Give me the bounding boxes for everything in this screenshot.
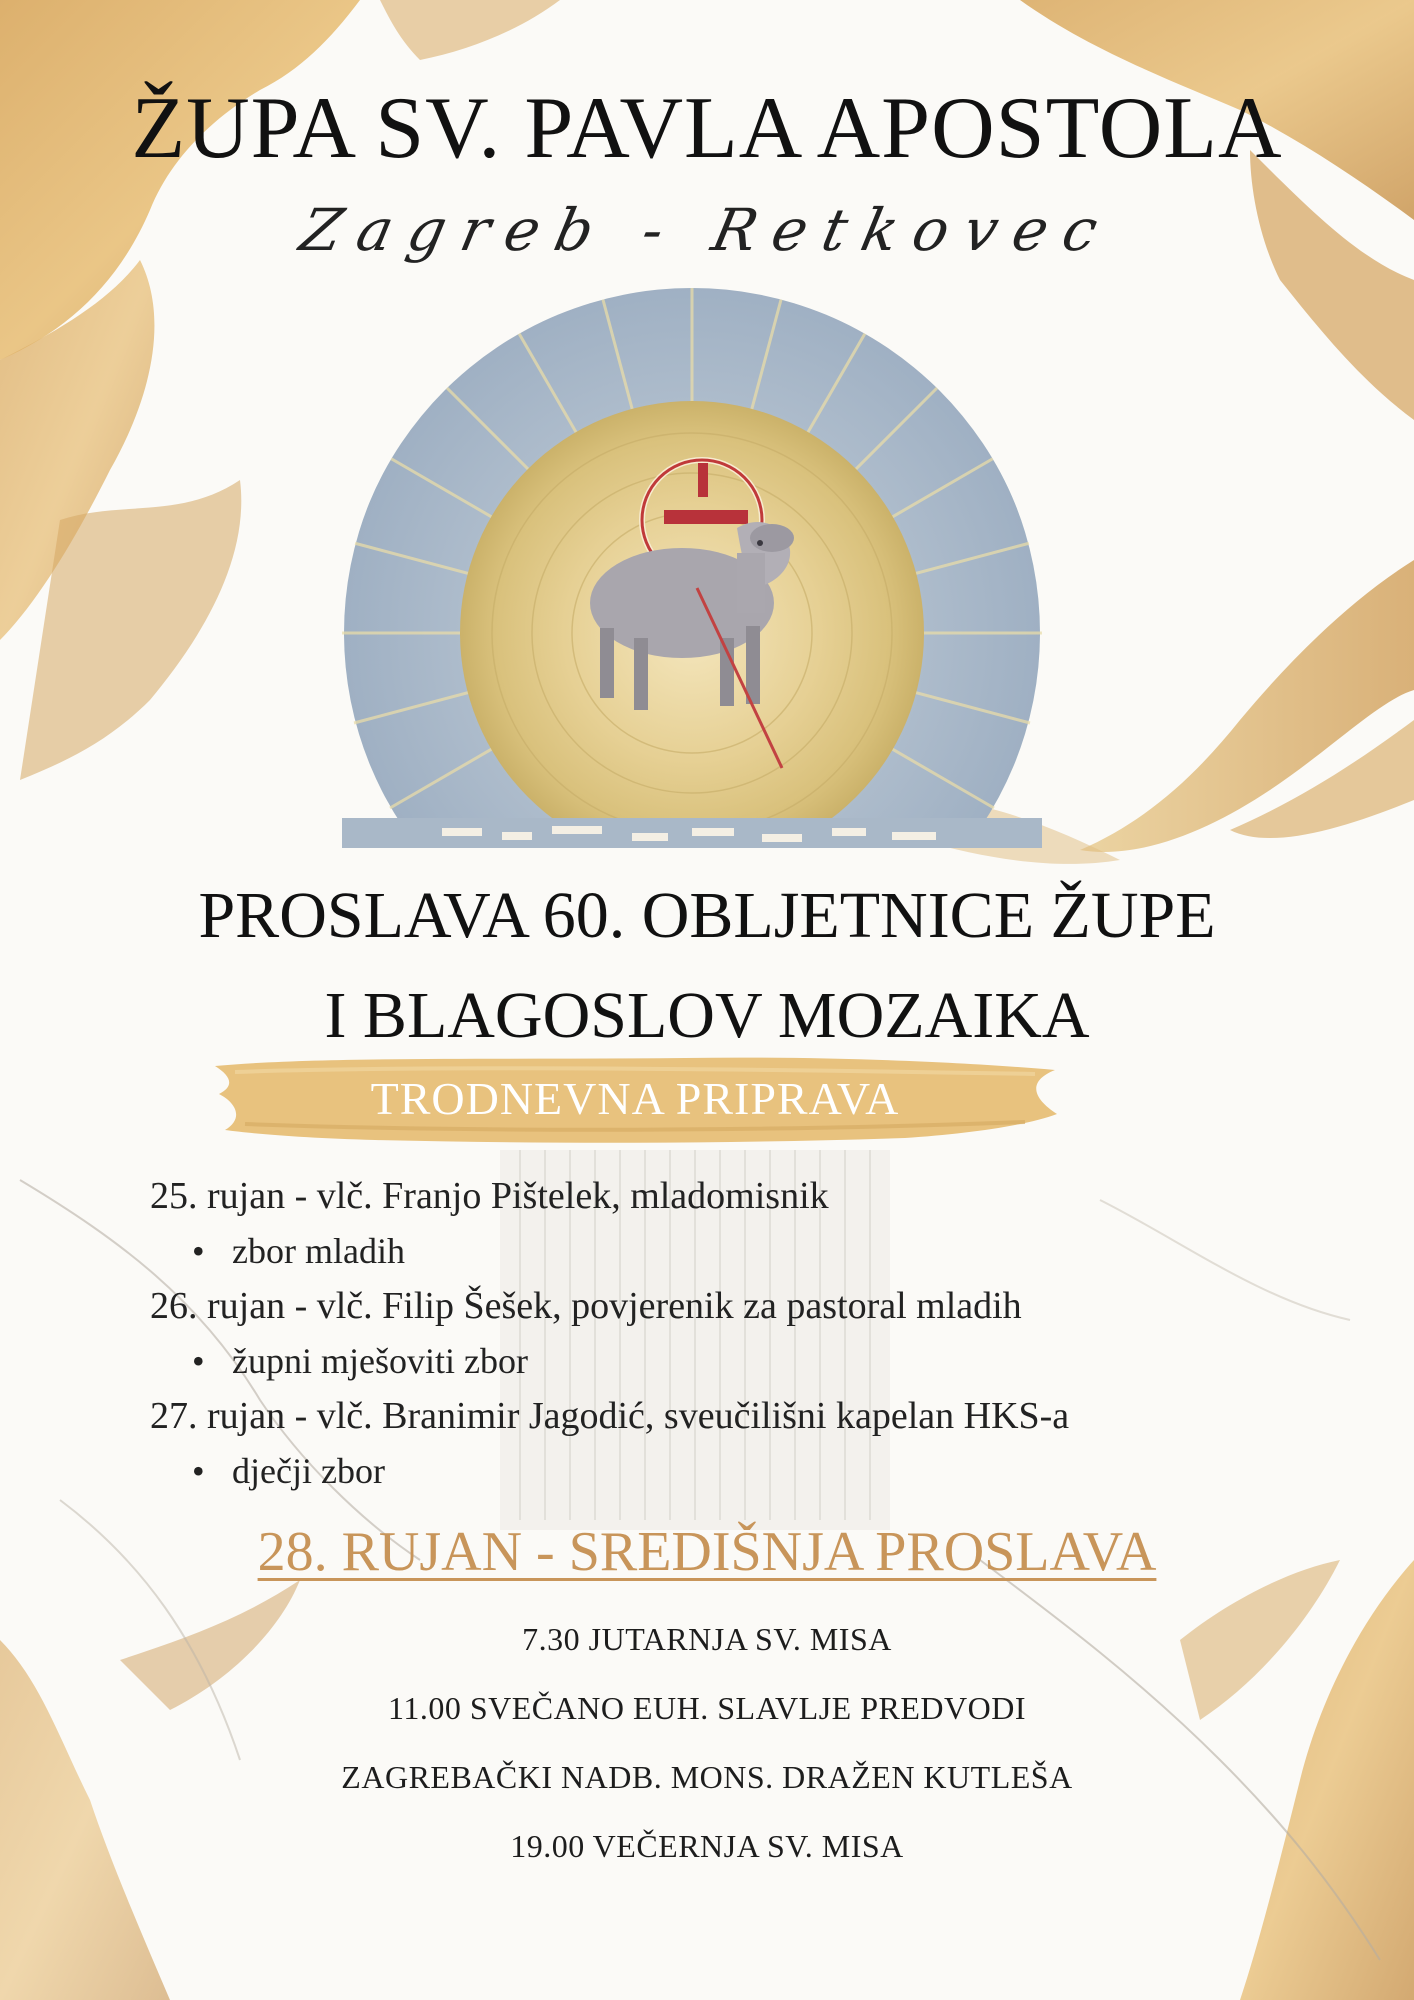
lamb-mosaic-image	[342, 288, 1042, 860]
location-subtitle: Zagreb - Retkovec	[294, 196, 1120, 264]
bullet-icon: •	[192, 1341, 205, 1381]
choir-label: župni mješoviti zbor	[232, 1341, 528, 1381]
choir-label: zbor mladih	[232, 1231, 405, 1271]
parish-title: ŽUPA SV. PAVLA APOSTOLA	[131, 80, 1283, 177]
event-title-line-1: PROSLAVA 60. OBLJETNICE ŽUPE	[198, 879, 1216, 952]
schedule-choir-item	[150, 1224, 1300, 1278]
bullet-icon: •	[192, 1451, 205, 1491]
schedule-day-line: 25. rujan - vlč. Franjo Pištelek, mladomisnik	[150, 1175, 829, 1217]
program-line: 7.30 JUTARNJA SV. MISA	[522, 1621, 892, 1657]
schedule-day-line: 26. rujan - vlč. Filip Šešek, povjerenik za pastoral mladih	[150, 1285, 1022, 1327]
event-title	[0, 866, 1414, 1066]
preparation-label: TRODNEVNA PRIPRAVA	[370, 1073, 900, 1124]
preparation-schedule	[150, 1168, 1300, 1498]
program-line: 11.00 SVEČANO EUH. SLAVLJE PREDVODI	[388, 1690, 1026, 1726]
choir-label: dječji zbor	[232, 1451, 385, 1491]
main-celebration-heading: 28. RUJAN - SREDIŠNJA PROSLAVA	[257, 1521, 1157, 1583]
program-line: 19.00 VEČERNJA SV. MISA	[510, 1828, 904, 1864]
schedule-choir-item	[150, 1334, 1300, 1388]
schedule-choir-item	[150, 1444, 1300, 1498]
main-celebration-program	[0, 1605, 1414, 1881]
program-line: ZAGREBAČKI NADB. MONS. DRAŽEN KUTLEŠA	[341, 1759, 1073, 1795]
event-title-line-2: I BLAGOSLOV MOZAIKA	[324, 979, 1090, 1052]
bullet-icon: •	[192, 1231, 205, 1271]
schedule-day-line: 27. rujan - vlč. Branimir Jagodić, sveučilišni kapelan HKS-a	[150, 1395, 1070, 1437]
